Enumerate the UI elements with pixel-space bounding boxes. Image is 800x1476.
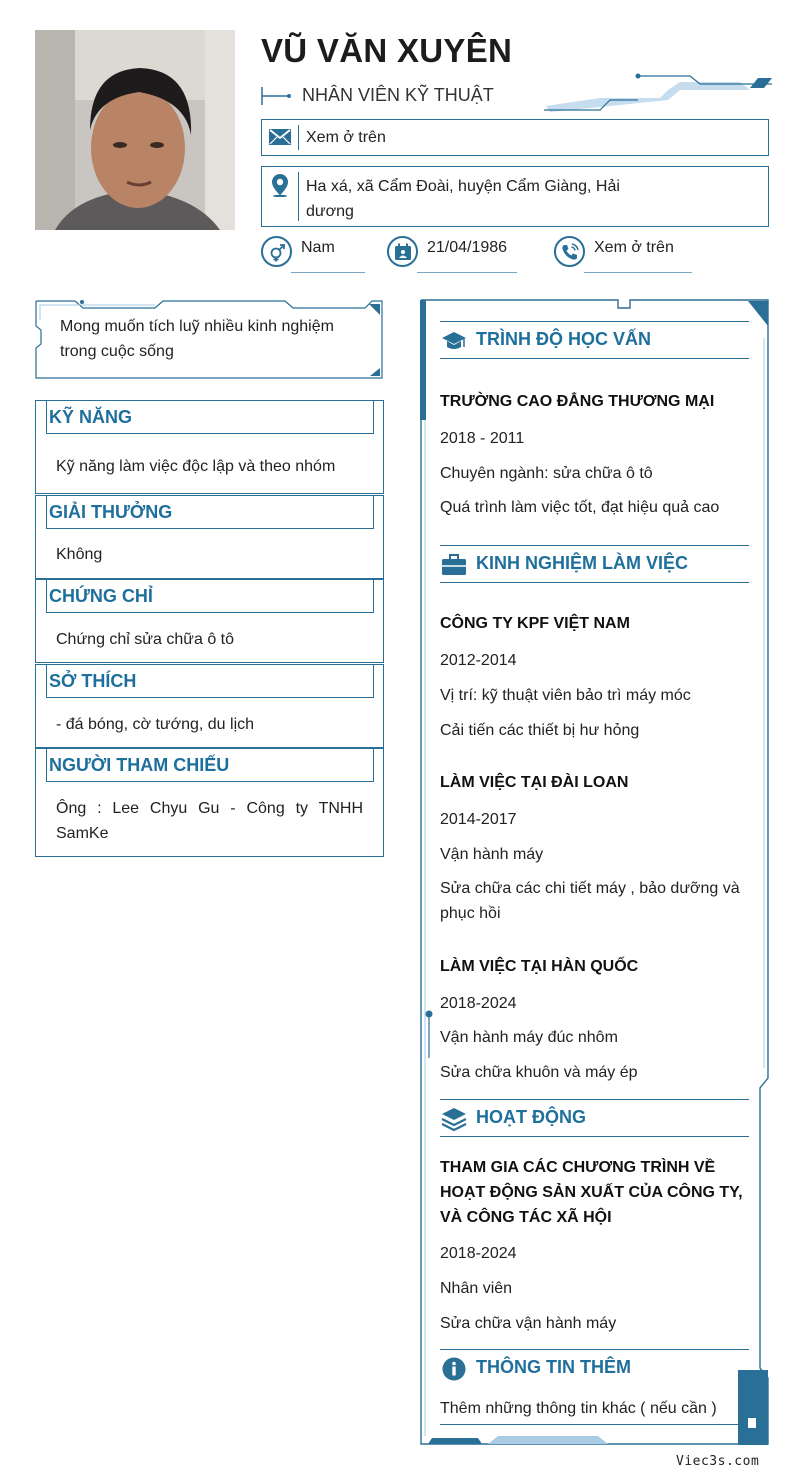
location-pin-icon [262,167,298,226]
activity-name: THAM GIA CÁC CHƯƠNG TRÌNH VỀ HOẠT ĐỘNG SẢN XUẤT CỦA CÔNG TY, VÀ CÔNG TÁC XÃ HỘI [440,1159,743,1226]
hobbies-heading: SỞ THÍCH [49,671,137,691]
activity-role: Nhân viên [440,1280,513,1297]
gender-icon [261,236,292,267]
header-decoration [540,72,772,114]
job-1-company: CÔNG TY KPF VIỆT NAM [440,615,630,632]
activity-desc: Sửa chữa vận hành máy [440,1315,617,1332]
job-title: NHÂN VIÊN KỸ THUẬT [302,85,494,105]
gender-field [261,236,365,276]
calendar-icon [387,236,418,267]
email-field [261,119,769,156]
job-2-desc: Sửa chữa các chi tiết máy , bảo dưỡng và phục hồi [440,880,740,922]
job-2-period: 2014-2017 [440,811,517,828]
references-section [35,748,384,857]
job-1-desc: Cải tiến các thiết bị hư hỏng [440,722,640,739]
certificates-section [35,579,384,663]
job-1-role: Vị trí: kỹ thuật viên bảo trì máy móc [440,687,691,704]
career-objective: Mong muốn tích luỹ nhiều kinh nghiệm trong cuộc sống [60,318,334,360]
info-circle-icon [440,1356,468,1382]
job-2-role: Vận hành máy [440,846,544,863]
hobbies-section [35,664,384,748]
education-period: 2018 - 2011 [440,430,525,447]
certificates-heading: CHỨNG CHỈ [49,586,153,606]
birthday-value: 21/04/1986 [427,239,508,256]
more-info-header [440,1349,749,1387]
mail-icon [262,120,298,155]
email-value: Xem ở trên [306,129,386,146]
education-header [440,321,749,359]
job-2-company: LÀM VIỆC TẠI ĐÀI LOAN [440,774,629,791]
graduation-cap-icon [440,328,468,354]
job-1-period: 2012-2014 [440,652,517,669]
education-major: Chuyên ngành: sửa chữa ô tô [440,465,653,482]
phone-icon [554,236,585,267]
job-3-role: Vận hành máy đúc nhôm [440,1029,618,1046]
education-title: TRÌNH ĐỘ HỌC VẤN [476,329,651,349]
gender-value: Nam [301,239,335,256]
awards-heading: GIẢI THƯỞNG [49,502,173,522]
job-3-period: 2018-2024 [440,995,517,1012]
briefcase-icon [440,552,468,578]
references-text: Ông : Lee Chyu Gu - Công ty TNHH SamKe [56,800,363,842]
references-heading: NGƯỜI THAM CHIẾU [49,755,230,775]
education-school: TRƯỜNG CAO ĐẲNG THƯƠNG MẠI [440,393,715,410]
activities-header [440,1099,749,1137]
job-3-desc: Sửa chữa khuôn và máy ép [440,1064,638,1081]
skills-text: Kỹ năng làm việc độc lập và theo nhóm [56,458,336,475]
address-value: Ha xá, xã Cẩm Đoài, huyện Cẩm Giàng, Hải dương [306,178,620,220]
title-accent-line [261,86,293,106]
skills-section [35,400,384,494]
experience-title: KINH NGHIỆM LÀM VIỆC [476,553,689,573]
candidate-name: VŨ VĂN XUYÊN [261,32,513,69]
watermark-footer: Viec3s.com [676,1454,760,1469]
education-desc: Quá trình làm việc tốt, đạt hiệu quả cao [440,499,720,516]
layers-icon [440,1106,468,1132]
activities-title: HOẠT ĐỘNG [476,1107,586,1127]
address-field [261,166,769,227]
phone-field [554,236,694,276]
more-info-text: Thêm những thông tin khác ( nếu cần ) [440,1400,717,1417]
skills-heading: KỸ NĂNG [49,407,133,427]
certificates-text: Chứng chỉ sửa chữa ô tô [56,631,234,648]
more-info-underline [440,1424,740,1425]
activity-period: 2018-2024 [440,1245,517,1262]
experience-header [440,545,749,583]
hobbies-text: - đá bóng, cờ tướng, du lịch [56,716,255,733]
more-info-title: THÔNG TIN THÊM [476,1357,631,1377]
phone-value: Xem ở trên [594,239,674,256]
birthday-field [387,236,519,276]
profile-photo [35,30,235,230]
awards-section [35,495,384,579]
person-photo-icon [35,30,235,230]
job-3-company: LÀM VIỆC TẠI HÀN QUỐC [440,958,639,975]
awards-text: Không [56,546,103,563]
